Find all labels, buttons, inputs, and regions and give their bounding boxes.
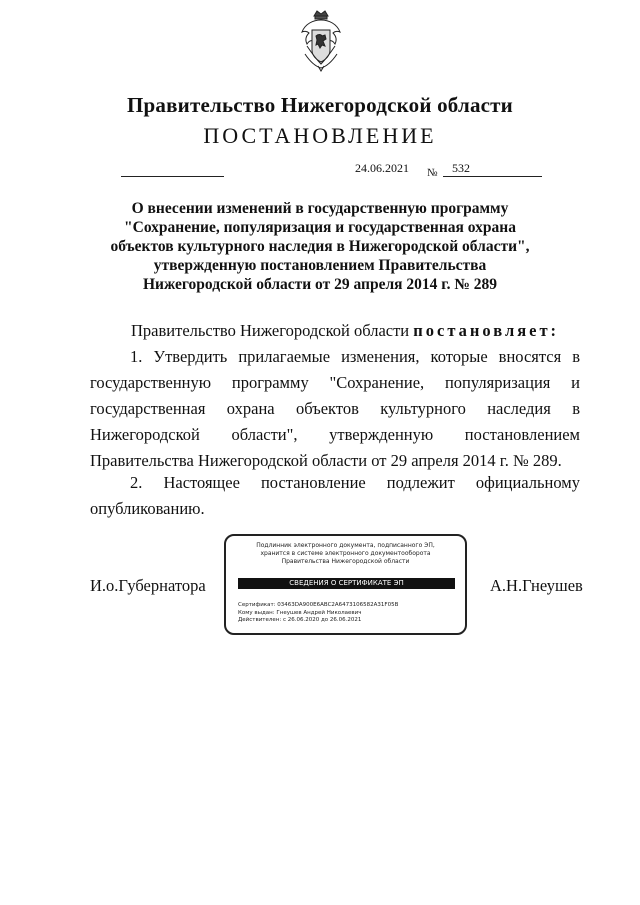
signer-position: И.о.Губернатора (90, 576, 206, 595)
certificate-serial: Сертификат: 03463DA900E6ABC2A6473106582A31F05B (238, 602, 399, 608)
signer-name: А.Н.Гнеушев (490, 576, 583, 595)
number-underline (443, 176, 542, 177)
heading-line: О внесении изменений в государственную программу (131, 200, 509, 217)
certificate-info-bar: СВЕДЕНИЯ О СЕРТИФИКАТЕ ЭП (238, 578, 455, 589)
certificate-details (238, 602, 398, 625)
preamble-decree-word: постановляет: (413, 321, 560, 340)
stamp-header (226, 542, 465, 566)
certificate-validity: Действителен: с 26.06.2020 до 26.06.2021 (238, 617, 362, 624)
document-date: 24.06.2021 (355, 161, 409, 175)
heading-line: "Сохранение, популяризация и государственная охрана (124, 219, 516, 236)
government-title: Правительство Нижегородской области (127, 93, 513, 117)
preamble (131, 318, 559, 344)
document-heading (110, 199, 530, 294)
heading-line: объектов культурного наследия в Нижегородской области", (110, 238, 530, 255)
heading-line: утвержденную постановлением Правительства (153, 257, 487, 274)
coat-of-arms-icon (299, 10, 343, 72)
date-underline (121, 176, 224, 177)
stamp-header-line: Подлинник электронного документа, подписанного ЭП, (256, 542, 435, 549)
number-sign: № (427, 167, 438, 179)
stamp-header-line: хранится в системе электронного документооборота (260, 550, 431, 557)
stamp-header-line: Правительства Нижегородской области (281, 558, 410, 565)
document-type: ПОСТАНОВЛЕНИЕ (203, 123, 437, 148)
paragraph-1: 1. Утвердить прилагаемые изменения, которые вносятся в государственную программу "Сохранение, популяризация и государственная охрана объектов культурного наследия в Нижегородской области", утвержденную постановлением Правительства Нижегородской области от 29 апреля 2014 г. № 289. (90, 347, 580, 470)
paragraph-2: 2. Настоящее постановление подлежит официальному опубликованию. (90, 473, 580, 518)
document-number: 532 (452, 161, 470, 175)
preamble-text: Правительство Нижегородской области (131, 321, 414, 340)
heading-line: Нижегородской области от 29 апреля 2014 г. № 289 (142, 276, 498, 293)
electronic-signature-stamp (224, 534, 467, 635)
certificate-owner: Кому выдан: Гнеушев Андрей Николаевич (238, 609, 362, 616)
